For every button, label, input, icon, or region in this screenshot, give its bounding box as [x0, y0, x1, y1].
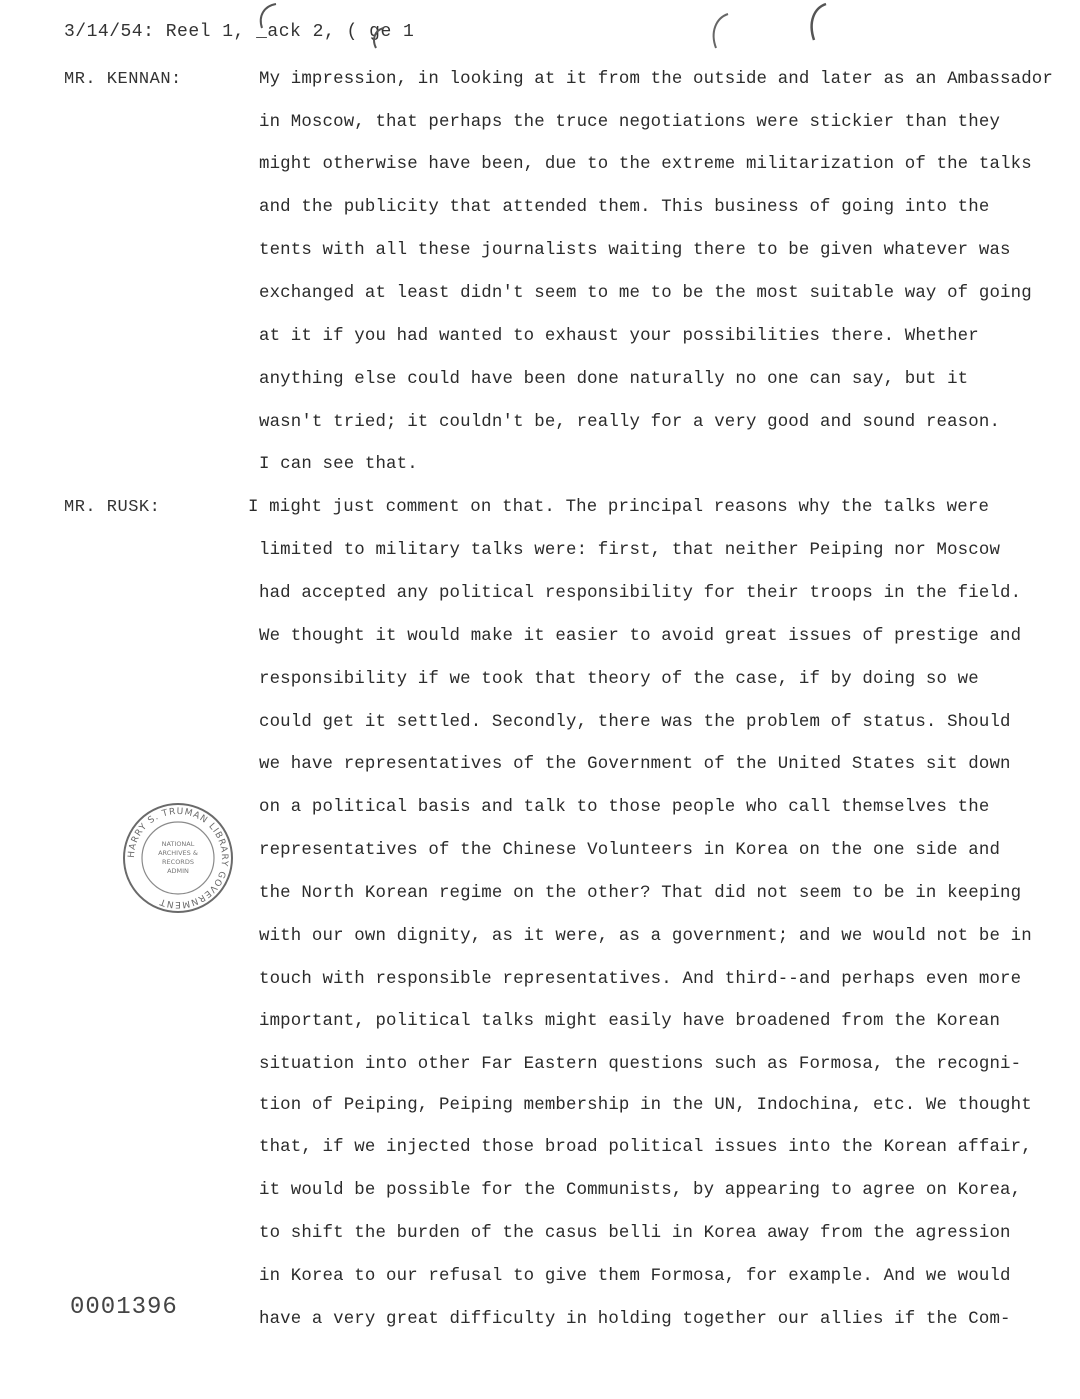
text-line: limited to military talks were: first, that neither Peiping nor Moscow [259, 541, 1001, 560]
speaker-label-kennan: MR. KENNAN: [64, 70, 182, 89]
text-line: anything else could have been done naturally no one can say, but it [259, 370, 969, 389]
text-line: might otherwise have been, due to the extreme militarization of the talks [259, 155, 1032, 174]
text-line: the North Korean regime on the other? That did not seem to be in keeping [259, 884, 1022, 903]
text-line: have a very great difficulty in holding together our allies if the Com- [259, 1310, 1011, 1329]
speaker-label-rusk: MR. RUSK: [64, 498, 161, 517]
text-line: My impression, in looking at it from the outside and later as an Ambassador [259, 70, 1053, 89]
text-line: on a political basis and talk to those people who call themselves the [259, 798, 990, 817]
svg-text:ARCHIVES &: ARCHIVES & [158, 849, 198, 857]
text-line: we have representatives of the Government of the United States sit down [259, 755, 1011, 774]
svg-text:RECORDS: RECORDS [162, 858, 194, 866]
hole-mark-icon [248, 0, 288, 40]
text-line: exchanged at least didn't seem to me to be the most suitable way of going [259, 284, 1032, 303]
hole-mark-icon [364, 22, 394, 52]
document-number: 0001396 [70, 1294, 178, 1321]
text-line: tion of Peiping, Peiping membership in the UN, Indochina, etc. We thought [259, 1096, 1032, 1115]
svg-text:ADMIN: ADMIN [167, 867, 189, 875]
text-line: with our own dignity, as it were, as a government; and we would not be in [259, 927, 1032, 946]
page-header: 3/14/54: Reel 1, _ack 2, ( ge 1 [64, 22, 415, 42]
text-line: representatives of the Chinese Volunteers in Korea on the one side and [259, 841, 1001, 860]
text-line: situation into other Far Eastern questions such as Formosa, the recogni- [259, 1055, 1022, 1074]
text-line: it would be possible for the Communists, by appearing to agree on Korea, [259, 1181, 1022, 1200]
text-line: and the publicity that attended them. This business of going into the [259, 198, 990, 217]
text-line: at it if you had wanted to exhaust your possibilities there. Whether [259, 327, 979, 346]
archive-seal-stamp [118, 798, 238, 918]
text-line: touch with responsible representatives. And third--and perhaps even more [259, 970, 1022, 989]
text-line: could get it settled. Secondly, there was the problem of status. Should [259, 713, 1011, 732]
text-line: important, political talks might easily have broadened from the Korean [259, 1012, 1001, 1031]
text-line: wasn't tried; it couldn't be, really for a very good and sound reason. [259, 413, 1001, 432]
text-line: that, if we injected those broad political issues into the Korean affair, [259, 1138, 1032, 1157]
svg-text:NATIONAL: NATIONAL [161, 840, 195, 848]
svg-text:HARRY S. TRUMAN LIBRARY GOVERN: HARRY S. TRUMAN LIBRARY GOVERNMENT [126, 806, 230, 910]
text-line: in Korea to our refusal to give them Formosa, for example. And we would [259, 1267, 1011, 1286]
text-line: in Moscow, that perhaps the truce negotiations were stickier than they [259, 113, 1001, 132]
text-line: had accepted any political responsibility for their troops in the field. [259, 584, 1022, 603]
text-line: We thought it would make it easier to avoid great issues of prestige and [259, 627, 1022, 646]
text-line: to shift the burden of the casus belli in Korea away from the agression [259, 1224, 1011, 1243]
hole-mark-icon [796, 0, 836, 50]
hole-mark-icon [700, 6, 740, 56]
text-line: tents with all these journalists waiting there to be given whatever was [259, 241, 1011, 260]
text-line: I can see that. [259, 455, 418, 474]
text-line: responsibility if we took that theory of the case, if by doing so we [259, 670, 979, 689]
text-line: I might just comment on that. The principal reasons why the talks were [248, 498, 990, 517]
